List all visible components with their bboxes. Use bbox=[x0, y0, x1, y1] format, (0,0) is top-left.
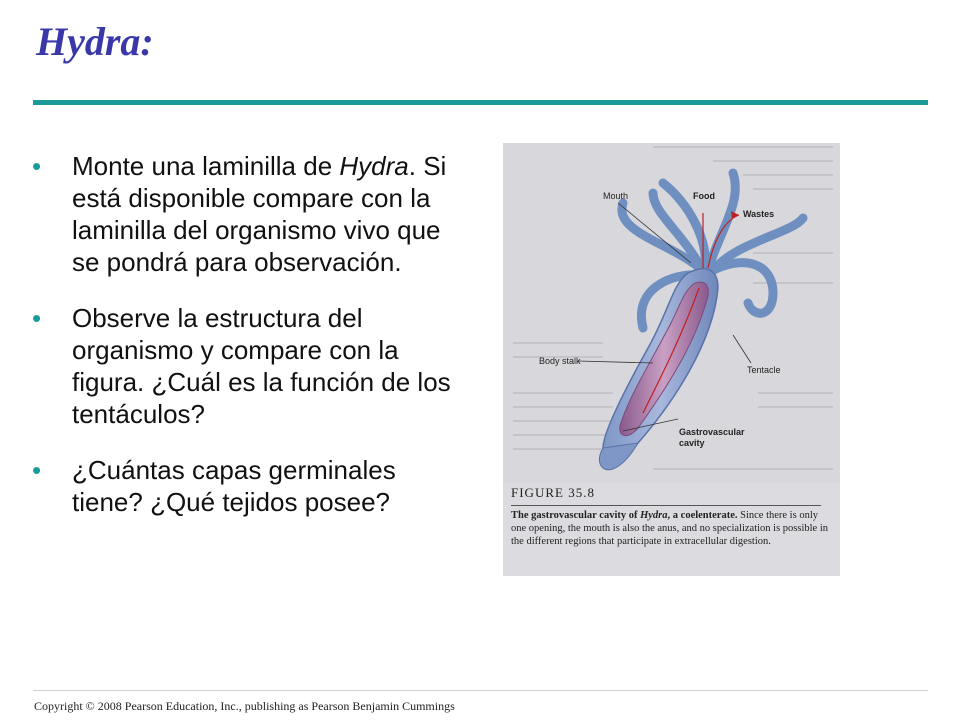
bullet-1-text-b: . Si está disponible compare con la laminilla del organismo vivo que se pondrá para observación. bbox=[72, 151, 447, 277]
copyright-footer: Copyright © 2008 Pearson Education, Inc., publishing as Pearson Benjamin Cummings bbox=[34, 699, 455, 713]
bullet-dot: • bbox=[32, 455, 42, 485]
caption-lead-end: , a coelenterate. bbox=[667, 510, 738, 521]
bullet-1-text-a: Monte una laminilla de bbox=[72, 151, 340, 181]
label-cavity-2: cavity bbox=[679, 438, 705, 448]
bullet-2-text: Observe la estructura del organismo y compare con la figura. ¿Cuál es la función de los tentáculos? bbox=[72, 303, 451, 429]
bullet-item-3 bbox=[32, 454, 462, 518]
label-food: Food bbox=[693, 191, 715, 201]
bullet-dot: • bbox=[32, 151, 42, 181]
hydra-drawing bbox=[503, 143, 840, 483]
label-mouth: Mouth bbox=[603, 191, 629, 201]
figure-number: FIGURE 35.8 bbox=[511, 485, 595, 500]
bullet-1-hydra: Hydra bbox=[339, 151, 409, 181]
caption-hydra: Hydra bbox=[640, 510, 668, 521]
figure-caption bbox=[511, 509, 829, 548]
bullet-item-2 bbox=[32, 302, 462, 430]
bullet-item-1 bbox=[32, 150, 462, 278]
footer-divider bbox=[33, 690, 928, 691]
label-cavity-1: Gastrovascular bbox=[679, 427, 745, 437]
bullet-list bbox=[32, 150, 462, 542]
caption-lead: The gastrovascular cavity of bbox=[511, 510, 641, 521]
bullet-3-text: ¿Cuántas capas germinales tiene? ¿Qué tejidos posee? bbox=[72, 455, 396, 517]
slide-title: Hydra: bbox=[36, 19, 154, 64]
bullet-dot: • bbox=[32, 303, 42, 333]
hydra-figure bbox=[503, 143, 840, 576]
label-body-stalk: Body stalk bbox=[539, 356, 581, 366]
label-tentacle: Tentacle bbox=[747, 365, 781, 375]
label-wastes: Wastes bbox=[743, 209, 775, 219]
title-divider bbox=[33, 100, 928, 105]
caption-divider bbox=[511, 505, 821, 506]
caption-body: Since there is only one opening, the mouth is also the anus, and no specialization is possible in the different regions that participate in extracellular digestion. bbox=[511, 510, 828, 547]
